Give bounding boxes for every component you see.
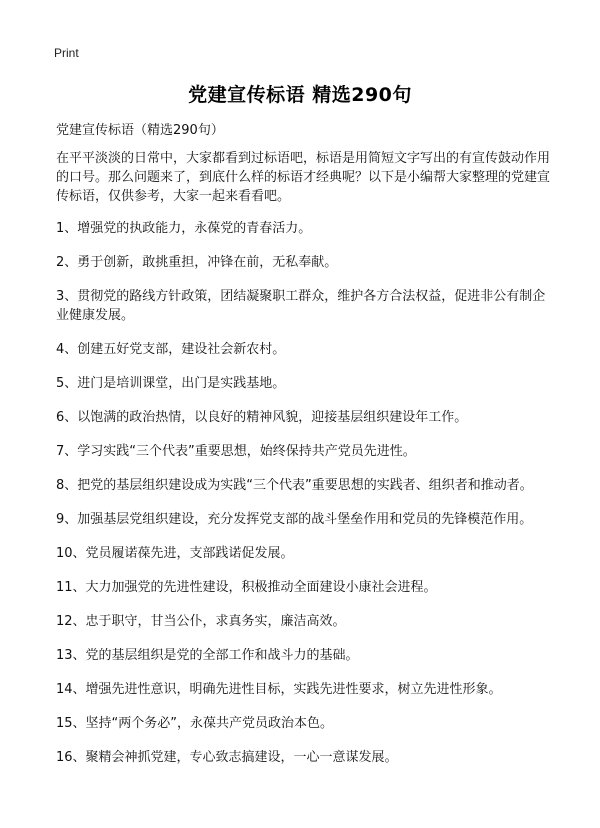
intro-paragraph: 在平平淡淡的日常中，大家都看到过标语吧，标语是用简短文字写出的有宣传鼓动作用的口号。那么问题来了，到底什么样的标语才经典呢？以下是小编帮大家整理的党建宣传标语，仅供参考，大家一起来看看吧。 bbox=[56, 151, 551, 204]
slogan-item: 11、大力加强党的先进性建设，积极推动全面建设小康社会进程。 bbox=[56, 580, 437, 595]
slogan-item: 7、学习实践“三个代表”重要思想，始终保持共产党员先进性。 bbox=[56, 444, 416, 459]
slogan-item: 4、创建五好党支部，建设社会新农村。 bbox=[56, 342, 286, 357]
slogan-item: 8、把党的基层组织建设成为实践“三个代表”重要思想的实践者、组织者和推动者。 bbox=[56, 478, 533, 493]
print-link[interactable]: Print bbox=[54, 46, 79, 60]
slogan-item: 16、聚精会神抓党建，专心致志搞建设，一心一意谋发展。 bbox=[56, 750, 398, 765]
slogan-list bbox=[56, 219, 550, 767]
slogan-item: 14、增强先进性意识，明确先进性目标，实践先进性要求，树立先进性形象。 bbox=[56, 682, 502, 697]
document-subtitle: 党建宣传标语（精选290句） bbox=[56, 123, 224, 138]
slogan-item: 9、加强基层党组织建设，充分发挥党支部的战斗堡垒作用和党员的先锋模范作用。 bbox=[56, 512, 533, 527]
slogan-item: 15、坚持“两个务必”，永葆共产党员政治本色。 bbox=[56, 716, 334, 731]
document-title: 党建宣传标语 精选290句 bbox=[188, 84, 412, 106]
slogan-item: 2、勇于创新，敢挑重担，冲锋在前，无私奉献。 bbox=[56, 255, 338, 270]
slogan-item: 1、增强党的执政能力，永葆党的青春活力。 bbox=[56, 221, 312, 236]
document-body bbox=[56, 122, 550, 782]
slogan-item: 12、忠于职守，甘当公仆，求真务实，廉洁高效。 bbox=[56, 614, 346, 629]
slogan-item: 6、以饱满的政治热情，以良好的精神风貌，迎接基层组织建设年工作。 bbox=[56, 410, 468, 425]
slogan-item: 13、党的基层组织是党的全部工作和战斗力的基础。 bbox=[56, 648, 359, 663]
slogan-item: 10、党员履诺葆先进，支部践诺促发展。 bbox=[56, 546, 294, 561]
slogan-item: 3、贯彻党的路线方针政策，团结凝聚职工群众，维护各方合法权益，促进非公有制企业健康发展。 bbox=[56, 289, 546, 323]
slogan-item: 5、进门是培训课堂，出门是实践基地。 bbox=[56, 376, 286, 391]
